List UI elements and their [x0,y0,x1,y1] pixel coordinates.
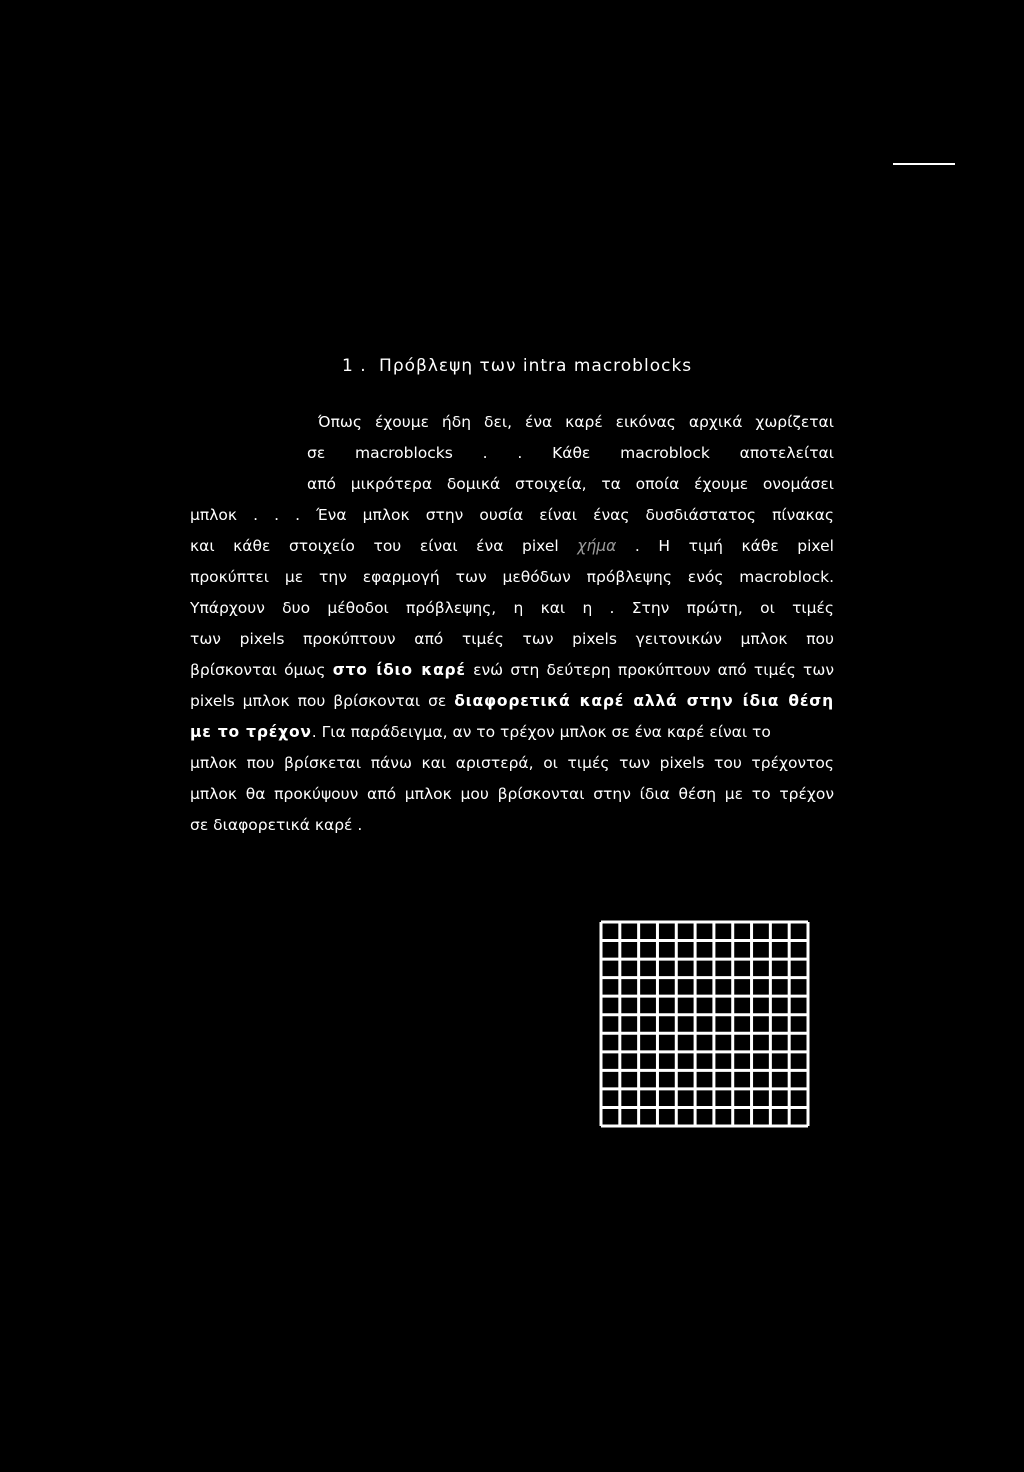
paragraph-line-11 [190,722,834,742]
paragraph-line-5 [190,536,834,556]
line-11-emphasis: με το τρέχον [190,723,312,741]
line-10-emphasis: διαφορετικά καρέ αλλά στην ίδια θέση [454,692,834,710]
line-5-part-a: και κάθε στοιχείο του είναι ένα pixel [190,537,559,555]
paragraph-line-10 [190,691,834,711]
paragraph-line-3: από μικρότερα δομικά στοιχεία, τα οποία έχουμε ονομάσει [307,475,834,493]
paragraph-line-12: μπλοκ που βρίσκεται πάνω και αριστερά, οι τιμές των pixels του τρέχοντος [190,754,834,772]
line-10-part-a: pixels μπλοκ που βρίσκονται σε [190,692,447,710]
line-9-part-c: ενώ στη δεύτερη προκύπτουν από τιμές των [473,661,834,679]
paragraph-line-4: μπλοκ . . . Ένα μπλοκ στην ουσία είναι ένας δυσδιάστατος πίνακας [190,506,834,524]
pixel-grid-figure [599,920,810,1128]
paragraph-line-9 [190,660,834,680]
paragraph-line-2: σε macroblocks . . Κάθε macroblock αποτελείται [307,444,834,462]
paragraph-line-1: Όπως έχουμε ήδη δει, ένα καρέ εικόνας αρχικά χωρίζεται [318,413,834,431]
paragraph-line-6: προκύπτει με την εφαρμογή των μεθόδων πρόβλεψης ενός macroblock. [190,568,834,586]
paragraph-line-7: Υπάρχουν δυο μέθοδοι πρόβλεψης, η και η . Στην πρώτη, οι τιμές [190,599,834,617]
line-11-part-b: . Για παράδειγμα, αν το τρέχον μπλοκ σε ένα καρέ είναι το [311,723,771,741]
section-number: 1 . [342,356,367,376]
section-heading [342,356,692,376]
paragraph-line-14: σε διαφορετικά καρέ . [190,816,363,834]
line-5-part-b: χήμα [577,537,617,555]
paragraph-line-13: μπλοκ θα προκύψουν από μπλοκ μου βρίσκονται στην ίδια θέση με το τρέχον [190,785,834,803]
line-9-emphasis: στο ίδιο καρέ [332,661,466,679]
line-9-part-a: βρίσκονται όμως [190,661,326,679]
section-title: Πρόβλεψη των intra macroblocks [379,356,693,376]
top-rule [893,163,955,165]
line-5-part-c: . Η τιμή κάθε pixel [634,537,834,555]
paragraph-line-8: των pixels προκύπτουν από τιμές των pixels γειτονικών μπλοκ που [190,630,834,648]
